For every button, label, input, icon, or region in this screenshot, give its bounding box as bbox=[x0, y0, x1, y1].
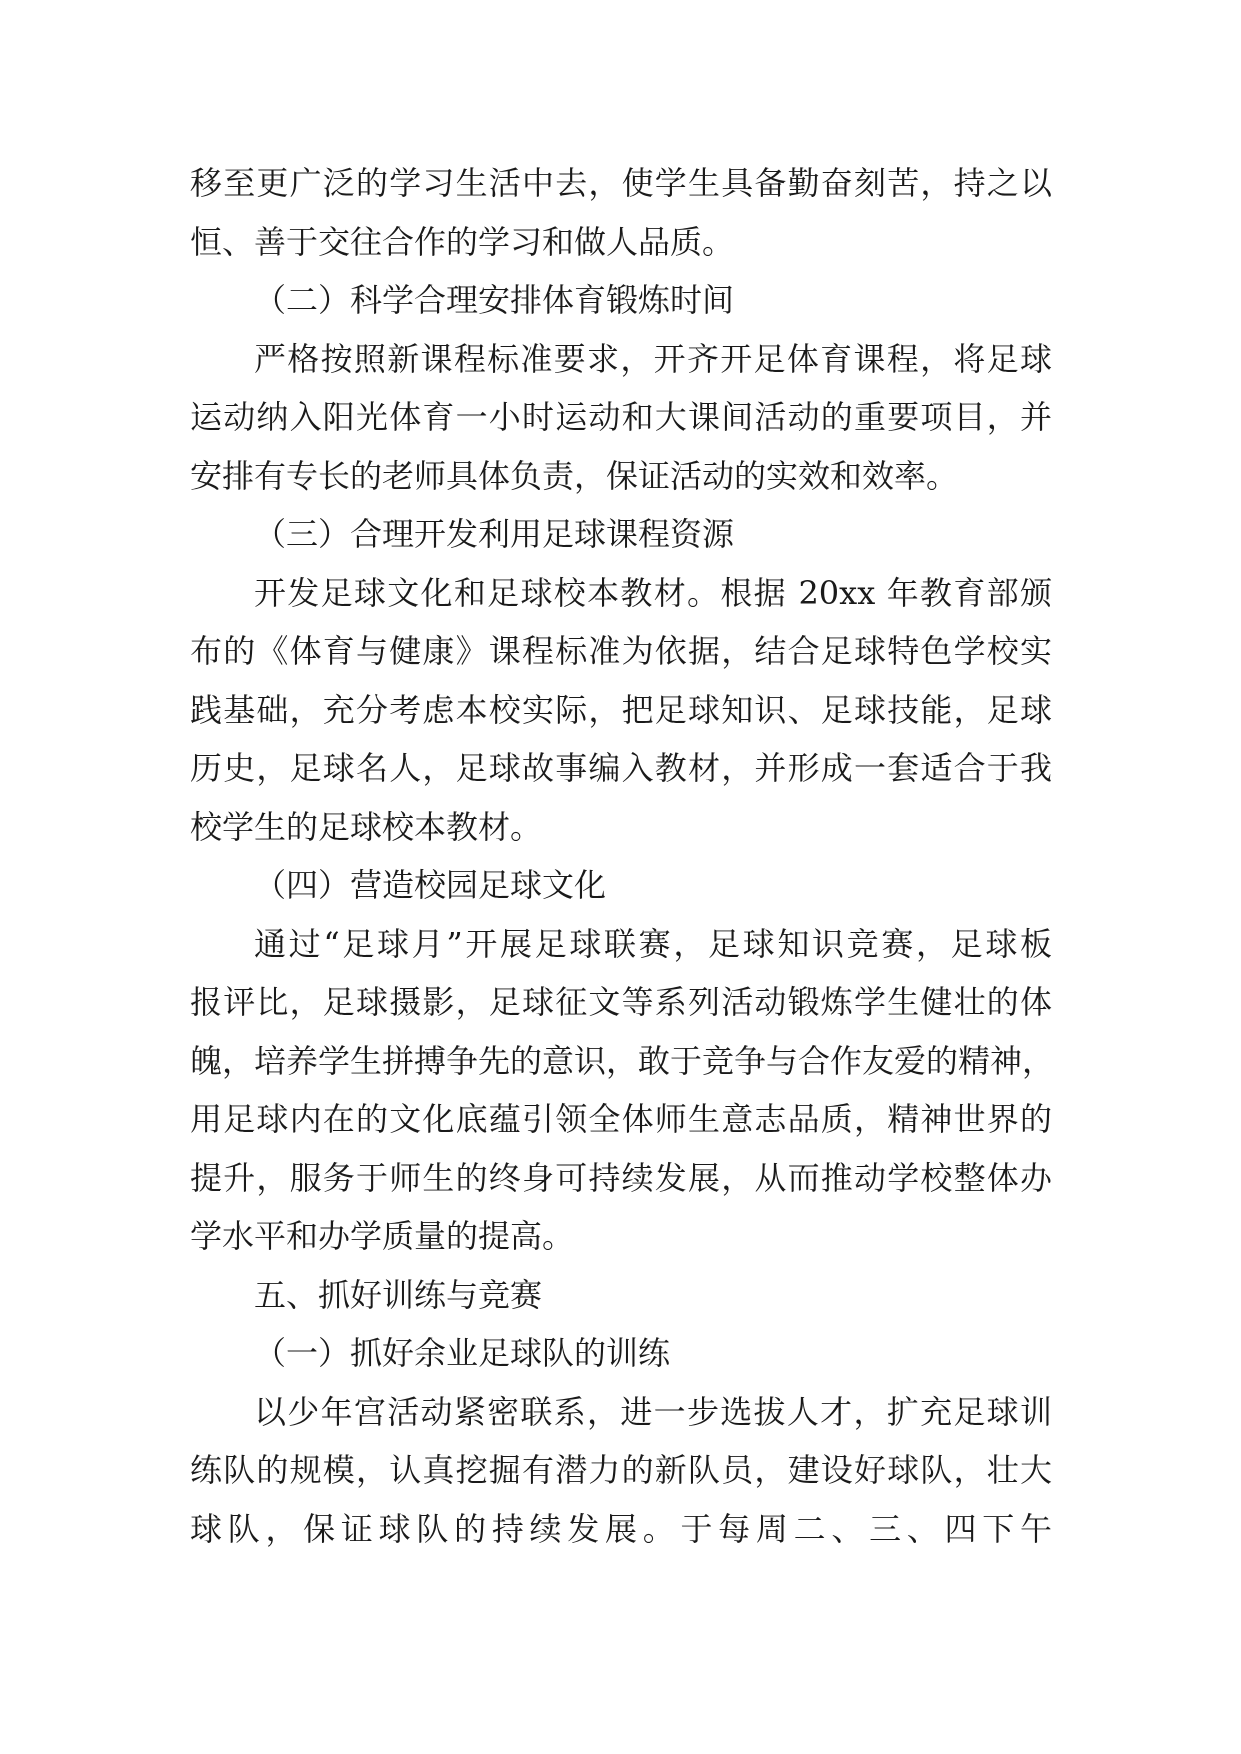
text-line: 用足球内在的文化底蕴引领全体师生意志品质，精神世界的 bbox=[190, 1100, 1052, 1138]
text-line: （二）科学合理安排体育锻炼时间 bbox=[254, 281, 735, 319]
text-line: （四）营造校园足球文化 bbox=[254, 866, 607, 904]
section-heading bbox=[190, 271, 1052, 330]
paragraph bbox=[190, 154, 1052, 271]
text-line: 魄，培养学生拼搏争先的意识，敢于竞争与合作友爱的精神， bbox=[190, 1041, 1055, 1080]
text-line: 五、抓好训练与竞赛 bbox=[254, 1275, 543, 1314]
paragraph bbox=[190, 915, 1055, 1266]
text-line: 恒、善于交往合作的学习和做人品质。 bbox=[190, 222, 735, 261]
text-line: （一）抓好余业足球队的训练 bbox=[254, 1334, 671, 1372]
section-heading bbox=[190, 1266, 1052, 1325]
text-line: 以少年宫活动紧密联系，进一步选拔人才，扩充足球训 bbox=[254, 1392, 1052, 1431]
document-body bbox=[190, 154, 1055, 1558]
text-line: 提升，服务于师生的终身可持续发展，从而推动学校整体办 bbox=[190, 1158, 1052, 1197]
section-heading bbox=[190, 856, 1052, 915]
paragraph bbox=[190, 330, 1052, 506]
paragraph bbox=[190, 1383, 1052, 1559]
text-line: 通过“足球月”开展足球联赛，足球知识竞赛，足球板 bbox=[254, 924, 1052, 963]
text-line: 练队的规模，认真挖掘有潜力的新队员，建设好球队，壮大 bbox=[190, 1451, 1052, 1489]
text-line: 运动纳入阳光体育一小时运动和大课间活动的重要项目，并 bbox=[190, 398, 1052, 436]
text-line: 历史，足球名人，足球故事编入教材，并形成一套适合于我 bbox=[190, 749, 1052, 787]
text-line: 严格按照新课程标准要求，开齐开足体育课程，将足球 bbox=[254, 339, 1052, 378]
text-line: 开发足球文化和足球校本教材。根据 20xx 年教育部颁 bbox=[254, 573, 1052, 612]
paragraph bbox=[190, 564, 1052, 857]
section-heading bbox=[190, 505, 1052, 564]
text-line: 移至更广泛的学习生活中去，使学生具备勤奋刻苦，持之以 bbox=[190, 164, 1052, 202]
text-line: （三）合理开发利用足球课程资源 bbox=[254, 515, 735, 553]
text-line: 布的《体育与健康》课程标准为依据，结合足球特色学校实 bbox=[190, 632, 1052, 670]
section-heading bbox=[190, 1324, 1052, 1383]
text-line: 报评比，足球摄影，足球征文等系列活动锻炼学生健壮的体 bbox=[190, 983, 1052, 1021]
text-line: 球队，保证球队的持续发展。于每周二、三、四下午 bbox=[190, 1509, 1052, 1548]
text-line: 安排有专长的老师具体负责，保证活动的实效和效率。 bbox=[190, 456, 959, 495]
text-line: 践基础，充分考虑本校实际，把足球知识、足球技能，足球 bbox=[190, 690, 1052, 729]
text-line: 校学生的足球校本教材。 bbox=[190, 807, 543, 846]
text-line: 学水平和办学质量的提高。 bbox=[190, 1217, 575, 1255]
